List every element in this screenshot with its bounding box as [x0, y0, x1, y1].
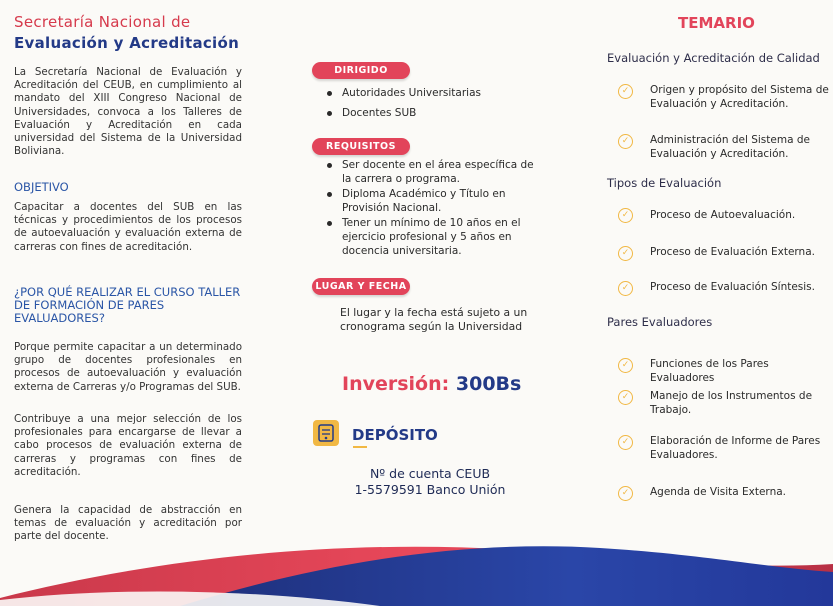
- dirigido-list: [322, 86, 552, 120]
- cuenta-line-1: Nº de cuenta CEUB: [369, 466, 491, 481]
- list-item-text: Docentes SUB: [342, 107, 417, 119]
- check-circle-icon: ✓: [618, 134, 633, 149]
- list-item: [322, 106, 552, 120]
- bullet-icon: [327, 91, 332, 96]
- intro-text: La Secretaría Nacional de Evaluación y Acreditación del CEUB, en cumplimiento al mandato del XIII Congreso Nacional de Universidades, convoca a los Talleres de Evaluación y Acreditación en cada universidad del Sistema de la Universidad Boliviana.: [14, 66, 242, 158]
- bank-card-icon: [313, 420, 339, 446]
- org-title-line2: Evaluación y Acreditación: [14, 34, 240, 52]
- org-title-line1: Secretaría Nacional de: [14, 13, 191, 31]
- requisitos-pill: [312, 134, 410, 155]
- cuenta-block: [330, 466, 530, 498]
- check-circle-icon: ✓: [618, 358, 633, 373]
- bullet-icon: [327, 221, 332, 226]
- topic-item: Proceso de Evaluación Síntesis.: [650, 281, 815, 293]
- topic-item: Manejo de los Instrumentos de Trabajo.: [650, 390, 813, 416]
- check-circle-icon: ✓: [618, 246, 633, 261]
- inversion-label: Inversión:: [342, 373, 450, 395]
- objetivo-body: [14, 201, 242, 254]
- temario-title: TEMARIO: [678, 14, 755, 32]
- why-paragraph-3: Genera la capacidad de abstracción en temas de evaluación y acreditación por parte del docente.: [14, 504, 242, 543]
- why-p1-wrap: [14, 341, 242, 394]
- objetivo-text: Capacitar a docentes del SUB en las técnicas y procedimientos de los procesos de autoevaluación y evaluación externa de carreras con fines de acreditación.: [14, 201, 242, 253]
- lugar-text: El lugar y la fecha está sujeto a un cronograma según la Universidad: [340, 306, 528, 333]
- section-title: Pares Evaluadores: [607, 315, 713, 329]
- bullet-icon: [327, 111, 332, 116]
- bullet-icon: [327, 192, 332, 197]
- why-section: [14, 286, 242, 325]
- list-item-text: Tener un mínimo de 10 años en el ejercicio profesional y 5 años en docencia universitaria.: [342, 217, 521, 257]
- check-circle-icon: ✓: [618, 84, 633, 99]
- dirigido-label: DIRIGIDO: [312, 62, 410, 79]
- inversion-amount: 300Bs: [455, 373, 522, 395]
- list-item-text: Ser docente en el área específica de la carrera o programa.: [342, 159, 534, 185]
- check-circle-icon: ✓: [618, 435, 633, 450]
- cuenta-line-2: 1-5579591 Banco Unión: [354, 482, 506, 497]
- bullet-icon: [327, 163, 332, 168]
- check-circle-icon: ✓: [618, 208, 633, 223]
- section-title: Evaluación y Acreditación de Calidad: [607, 51, 820, 65]
- dirigido-pill: [312, 58, 410, 79]
- check-circle-icon: ✓: [618, 390, 633, 405]
- list-item-text: Diploma Académico y Título en Provisión Nacional.: [342, 188, 506, 214]
- why-p2-wrap: [14, 413, 242, 479]
- list-item: [322, 187, 544, 215]
- section-title: Tipos de Evaluación: [607, 176, 722, 190]
- requisitos-label: REQUISITOS: [312, 138, 410, 155]
- topic-item: Elaboración de Informe de Pares Evaluadores.: [650, 435, 821, 461]
- footer-waves: [0, 520, 833, 606]
- deposito-title: DEPÓSITO: [352, 426, 438, 444]
- why-paragraph-1: Porque permite capacitar a un determinado grupo de docentes profesionales en procesos de autoevaluación y evaluación externa de Carreras y/o Programas del SUB.: [14, 341, 242, 393]
- check-circle-icon: ✓: [618, 281, 633, 296]
- check-circle-icon: ✓: [618, 486, 633, 501]
- topic-item: Origen y propósito del Sistema de Evaluación y Acreditación.: [650, 84, 829, 110]
- topic-item: Funciones de los Pares Evaluadores: [650, 358, 769, 384]
- topic-item: Proceso de Autoevaluación.: [650, 209, 796, 221]
- requisitos-list: [322, 158, 544, 258]
- topic-item: Administración del Sistema de Evaluación y Acreditación.: [650, 134, 810, 160]
- objetivo-title: OBJETIVO: [14, 180, 69, 194]
- list-item: [322, 86, 552, 100]
- why-paragraph-2: Contribuye a una mejor selección de los profesionales para encargarse de llevar a cabo procesos de evaluación externa de carreras y programas con fines de acreditación.: [14, 413, 242, 478]
- list-item-text: Autoridades Universitarias: [342, 87, 481, 99]
- lugar-label: LUGAR Y FECHA: [312, 278, 410, 295]
- deposito-underline: [353, 446, 367, 448]
- objetivo-section: [14, 180, 242, 194]
- topic-item: Proceso de Evaluación Externa.: [650, 246, 815, 258]
- topic-item: Agenda de Visita Externa.: [650, 486, 786, 498]
- list-item: [322, 216, 544, 258]
- inversion-line: [342, 373, 521, 395]
- lugar-pill: [312, 274, 410, 295]
- list-item: [322, 158, 544, 186]
- why-title: ¿POR QUÉ REALIZAR EL CURSO TALLER DE FORMACIÓN DE PARES EVALUADORES?: [14, 285, 241, 325]
- intro-paragraph: [14, 66, 242, 158]
